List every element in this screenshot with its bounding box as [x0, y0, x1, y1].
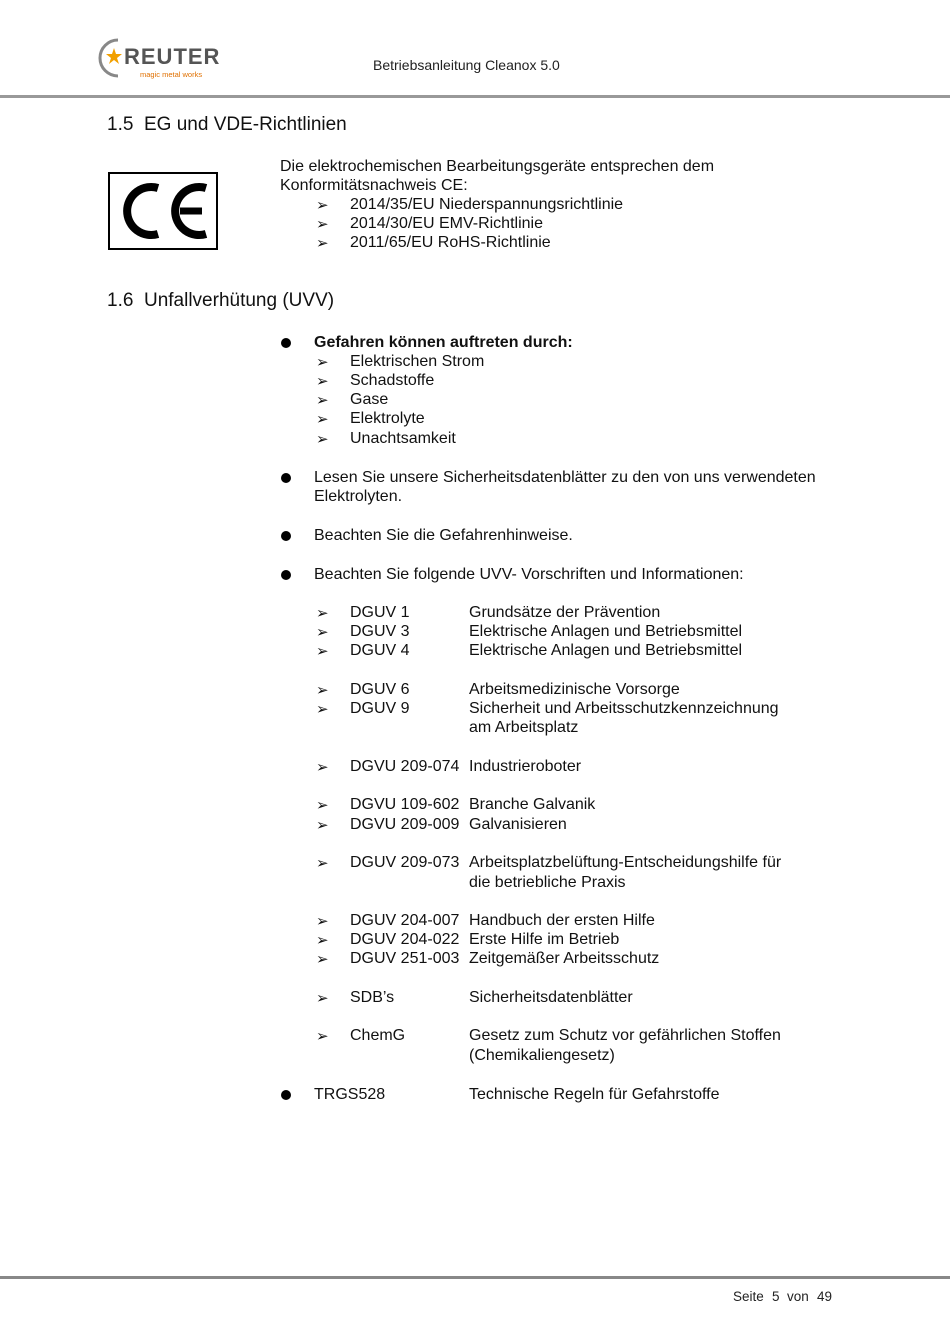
hazard-item: Gase	[350, 391, 389, 408]
arrow-bullet-icon: ➢	[316, 817, 329, 834]
arrow-bullet-icon: ➢	[316, 392, 329, 409]
uvv-intro: Beachten Sie folgende UVV- Vorschriften und Informationen:	[314, 566, 744, 583]
regulation-desc: Arbeitsmedizinische Vorsorge	[469, 681, 680, 698]
hazards-heading: Gefahren können auftreten durch:	[314, 334, 573, 351]
regulation-code: SDB’s	[350, 989, 395, 1006]
regulation-desc: Branche Galvanik	[469, 796, 596, 813]
arrow-bullet-icon: ➢	[316, 951, 329, 968]
hazard-item: Unachtsamkeit	[350, 430, 456, 447]
regulation-code: DGUV 209-073	[350, 854, 460, 871]
sds-note-line2: Elektrolyten.	[314, 488, 403, 505]
ce-mark	[108, 172, 218, 250]
regulation-desc: Industrieroboter	[469, 758, 582, 775]
arrow-bullet-icon: ➢	[316, 235, 329, 252]
trgs-code: TRGS528	[314, 1086, 386, 1103]
arrow-bullet-icon: ➢	[316, 354, 329, 371]
regulation-desc: Grundsätze der Prävention	[469, 604, 661, 621]
section-heading-1-5	[107, 114, 347, 136]
regulation-code: DGUV 3	[350, 623, 410, 640]
regulation-desc: Sicherheit und Arbeitsschutzkennzeichnung	[469, 700, 779, 717]
arrow-bullet-icon: ➢	[316, 624, 329, 641]
ce-intro-line1: Die elektrochemischen Bearbeitungsgeräte entsprechen dem	[280, 158, 715, 175]
reuter-logo	[96, 34, 236, 84]
regulation-code: DGUV 1	[350, 604, 410, 621]
hazard-item: Elektrolyte	[350, 410, 425, 427]
regulation-desc-cont: am Arbeitsplatz	[469, 719, 579, 736]
page-current: 5	[772, 1289, 780, 1304]
regulation-desc: Gesetz zum Schutz vor gefährlichen Stoffen	[469, 1027, 781, 1044]
logo-text: REUTER	[124, 44, 221, 69]
arrow-bullet-icon: ➢	[316, 682, 329, 699]
hazard-item: Elektrischen Strom	[350, 353, 485, 370]
regulation-code: DGVU 109-602	[350, 796, 460, 813]
regulation-desc-cont: (Chemikaliengesetz)	[469, 1047, 615, 1064]
arrow-bullet-icon: ➢	[316, 855, 329, 872]
regulation-desc: Erste Hilfe im Betrieb	[469, 931, 620, 948]
bullet-dot-icon	[281, 338, 291, 348]
bullet-dot-icon	[281, 1090, 291, 1100]
section-heading-1-6	[107, 290, 334, 312]
arrow-bullet-icon: ➢	[316, 373, 329, 390]
arrow-bullet-icon: ➢	[316, 197, 329, 214]
arrow-bullet-icon: ➢	[316, 913, 329, 930]
directive-item: 2014/35/EU Niederspannungsrichtlinie	[350, 196, 624, 213]
arrow-bullet-icon: ➢	[316, 643, 329, 660]
section-title: Unfallverhütung (UVV)	[143, 290, 335, 311]
regulation-desc: Arbeitsplatzbelüftung-Entscheidungshilfe für	[469, 854, 782, 871]
regulation-desc: Elektrische Anlagen und Betriebsmittel	[469, 642, 743, 659]
hazard-item: Schadstoffe	[350, 372, 435, 389]
bullet-dot-icon	[281, 473, 291, 483]
footer-divider	[0, 1276, 950, 1279]
regulation-desc: Galvanisieren	[469, 816, 567, 833]
bullet-dot-icon	[281, 570, 291, 580]
arrow-bullet-icon: ➢	[316, 990, 329, 1007]
document-title: Betriebsanleitung Cleanox 5.0	[373, 57, 560, 73]
page-label: Seite	[733, 1289, 764, 1304]
page-total: 49	[817, 1289, 833, 1304]
arrow-bullet-icon: ➢	[316, 932, 329, 949]
regulation-code: DGVU 209-074	[350, 758, 460, 775]
regulation-code: DGUV 4	[350, 642, 410, 659]
regulation-desc: Sicherheitsdatenblätter	[469, 989, 633, 1006]
ce-intro-line2: Konformitätsnachweis CE:	[280, 177, 468, 194]
arrow-bullet-icon: ➢	[316, 759, 329, 776]
regulation-code: DGUV 251-003	[350, 950, 460, 967]
trgs-desc: Technische Regeln für Gefahrstoffe	[469, 1086, 720, 1103]
regulation-desc-cont: die betriebliche Praxis	[469, 874, 626, 891]
arrow-bullet-icon: ➢	[316, 701, 329, 718]
regulation-desc: Zeitgemäßer Arbeitsschutz	[469, 950, 660, 967]
arrow-bullet-icon: ➢	[316, 431, 329, 448]
regulation-code: DGUV 6	[350, 681, 410, 698]
directive-item: 2014/30/EU EMV-Richtlinie	[350, 215, 543, 232]
regulation-code: DGUV 9	[350, 700, 410, 717]
arrow-bullet-icon: ➢	[316, 605, 329, 622]
arrow-bullet-icon: ➢	[316, 1028, 329, 1045]
regulation-code: DGVU 209-009	[350, 816, 460, 833]
page-of: von	[787, 1289, 809, 1304]
section-number: 1.6	[107, 290, 134, 311]
sds-note-line1: Lesen Sie unsere Sicherheitsdatenblätter zu den von uns verwendeten	[314, 469, 816, 486]
ce-mark-icon	[110, 174, 216, 248]
directive-item: 2011/65/EU RoHS-Richtlinie	[350, 234, 551, 251]
arrow-bullet-icon: ➢	[316, 411, 329, 428]
bullet-dot-icon	[281, 531, 291, 541]
section-number: 1.5	[107, 114, 134, 135]
regulation-code: DGUV 204-007	[350, 912, 460, 929]
regulation-desc: Handbuch der ersten Hilfe	[469, 912, 655, 929]
regulation-code: ChemG	[350, 1027, 406, 1044]
section-title: EG und VDE-Richtlinien	[143, 114, 347, 135]
header-divider	[0, 95, 950, 98]
regulation-desc: Elektrische Anlagen und Betriebsmittel	[469, 623, 743, 640]
logo-tagline: magic metal works	[140, 70, 203, 79]
hazard-notice: Beachten Sie die Gefahrenhinweise.	[314, 527, 573, 544]
arrow-bullet-icon: ➢	[316, 216, 329, 233]
regulation-code: DGUV 204-022	[350, 931, 460, 948]
arrow-bullet-icon: ➢	[316, 797, 329, 814]
